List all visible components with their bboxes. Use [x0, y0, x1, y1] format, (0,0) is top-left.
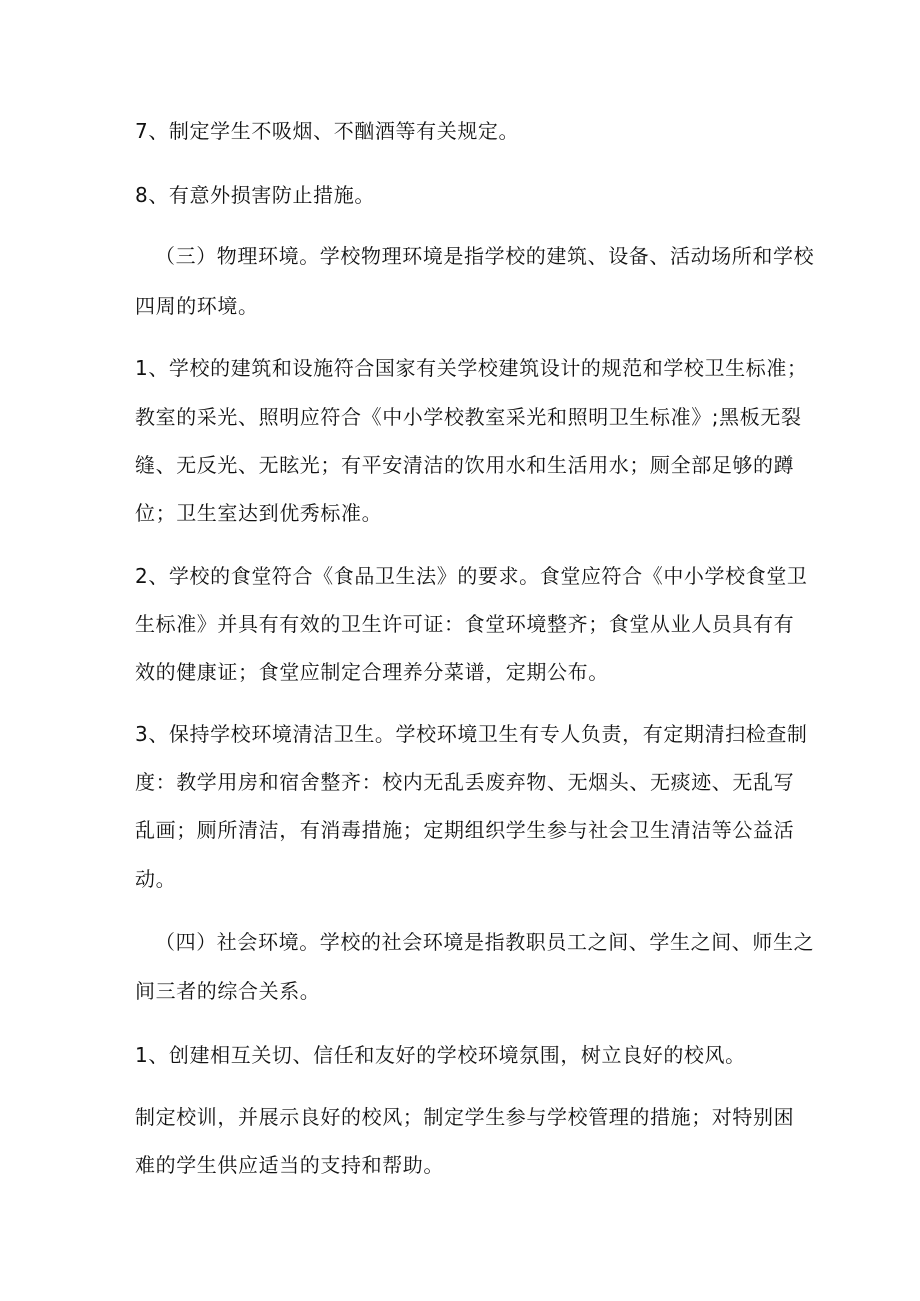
paragraph-2-line-1: 2、学校的食堂符合《食品卫生法》的要求。食堂应符合《中小学校食堂卫	[135, 564, 808, 588]
section-3-heading-line-2: 四周的环境。	[135, 294, 259, 318]
paragraph-3-line-1: 3、保持学校环境清洁卫生。学校环境卫生有专人负责，有定期清扫检查制	[135, 722, 808, 746]
paragraph-3-line-4: 动。	[135, 867, 177, 891]
section-3-heading-line-1: （三）物理环境。学校物理环境是指学校的建筑、设备、活动场所和学校	[155, 244, 815, 268]
item-8-text: 8、有意外损害防止措施。	[135, 183, 375, 207]
section-4-heading-line-2: 间三者的综合关系。	[135, 979, 321, 1003]
paragraph-3-line-3: 乱画；厕所清洁，有消毒措施；定期组织学生参与社会卫生清洁等公益活	[135, 818, 795, 842]
paragraph-1-line-2: 教室的采光、照明应符合《中小学校教室采光和照明卫生标准》;黑板无裂	[135, 405, 802, 429]
paragraph-2-line-3: 效的健康证；食堂应制定合理养分菜谱，定期公布。	[135, 660, 609, 684]
paragraph-2-line-2: 生标准》并具有有效的卫生许可证：食堂环境整齐；食堂从业人员具有有	[135, 612, 795, 636]
paragraph-1-line-1: 1、学校的建筑和设施符合国家有关学校建筑设计的规范和学校卫生标准；	[135, 356, 808, 380]
paragraph-5-line-1: 制定校训，并展示良好的校风；制定学生参与学校管理的措施；对特别困	[135, 1105, 795, 1129]
paragraph-1-line-4: 位；卫生室达到优秀标准。	[135, 501, 383, 525]
paragraph-1-line-3: 缝、无反光、无眩光；有平安清洁的饮用水和生活用水；厕全部足够的蹲	[135, 453, 795, 477]
item-7-text: 7、制定学生不吸烟、不酗酒等有关规定。	[135, 119, 520, 143]
paragraph-4-line-1: 1、创建相互关切、信任和友好的学校环境氛围，树立良好的校风。	[135, 1043, 746, 1067]
paragraph-5-line-2: 难的学生供应适当的支持和帮助。	[135, 1153, 444, 1177]
section-4-heading-line-1: （四）社会环境。学校的社会环境是指教职员工之间、学生之间、师生之	[155, 930, 815, 954]
paragraph-3-line-2: 度：教学用房和宿舍整齐：校内无乱丢废弃物、无烟头、无痰迹、无乱写	[135, 770, 795, 794]
